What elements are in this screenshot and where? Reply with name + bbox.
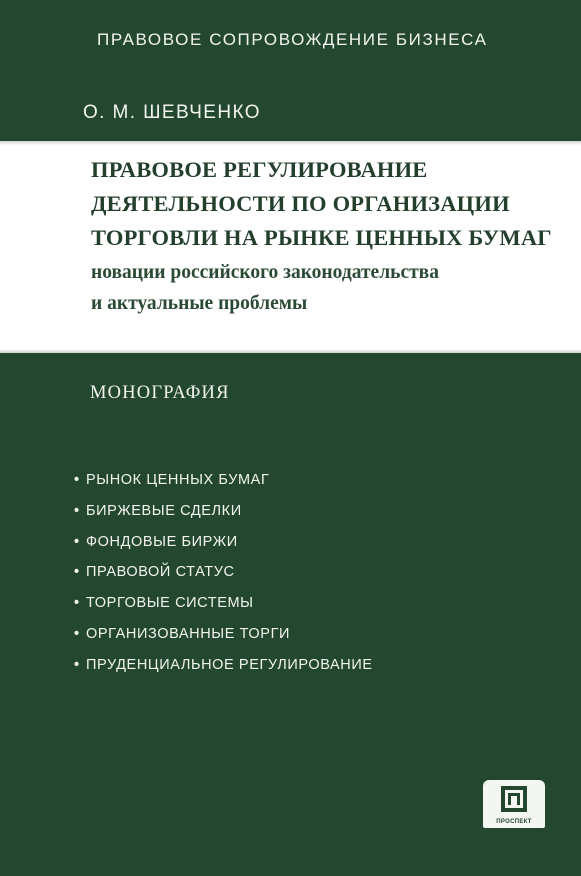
topic-label: ОРГАНИЗОВАННЫЕ ТОРГИ: [86, 625, 291, 642]
bullet-icon: •: [74, 656, 80, 673]
band-top-shadow: [0, 141, 581, 145]
series-title: ПРАВОВОЕ СОПРОВОЖДЕНИЕ БИЗНЕСА: [97, 30, 488, 49]
topic-item: [74, 534, 373, 565]
bullet-icon: •: [74, 564, 80, 581]
book-subtitle-line-2: и актуальные проблемы: [91, 293, 308, 314]
book-title-line-2: ДЕЯТЕЛЬНОСТИ ПО ОРГАНИЗАЦИИ: [91, 191, 510, 216]
topic-item: [74, 626, 373, 657]
topic-label: ПРАВОВОЙ СТАТУС: [86, 564, 235, 581]
bullet-icon: •: [74, 595, 80, 612]
book-subtitle-line-1: новации российского законодательства: [91, 262, 439, 283]
author-name: О. М. ШЕВЧЕНКО: [83, 102, 261, 123]
topic-label: ПРУДЕНЦИАЛЬНОЕ РЕГУЛИРОВАНИЕ: [86, 656, 373, 673]
topic-label: ФОНДОВЫЕ БИРЖИ: [86, 533, 238, 550]
topic-item: [74, 657, 373, 688]
bullet-icon: •: [74, 625, 80, 642]
topic-item: [74, 564, 373, 595]
topics-list: [74, 472, 373, 688]
bullet-icon: •: [74, 502, 80, 519]
topic-label: РЫНОК ЦЕННЫХ БУМАГ: [86, 472, 270, 488]
publisher-logo: [483, 780, 545, 828]
genre-label: МОНОГРАФИЯ: [90, 383, 230, 403]
publisher-name: ПРОСПЕКТ: [496, 819, 532, 825]
topic-item: [74, 595, 373, 626]
title-band: [0, 141, 581, 353]
book-title-line-1: ПРАВОВОЕ РЕГУЛИРОВАНИЕ: [91, 157, 428, 182]
topic-label: БИРЖЕВЫЕ СДЕЛКИ: [86, 502, 242, 519]
bullet-icon: •: [74, 472, 80, 488]
band-bottom-shadow: [0, 349, 581, 353]
topic-item: [74, 503, 373, 534]
topic-item: [74, 472, 373, 503]
book-title-line-3: ТОРГОВЛИ НА РЫНКЕ ЦЕННЫХ БУМАГ: [91, 225, 552, 250]
topic-label: ТОРГОВЫЕ СИСТЕМЫ: [86, 595, 254, 612]
publisher-building-icon: [497, 784, 531, 814]
bullet-icon: •: [74, 533, 80, 550]
